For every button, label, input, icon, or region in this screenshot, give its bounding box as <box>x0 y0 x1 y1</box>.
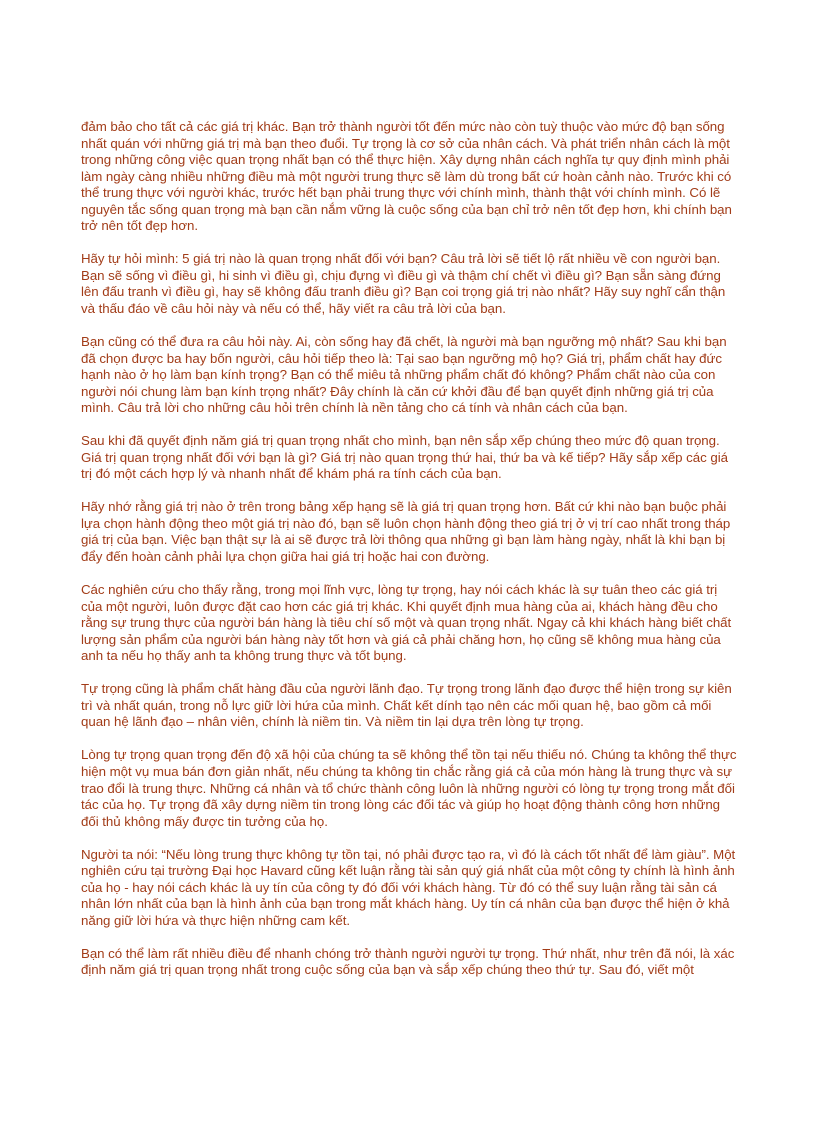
paragraph-2: Hãy tự hỏi mình: 5 giá trị nào là quan trọng nhất đối với bạn? Câu trả lời sẽ tiết lộ rất nhiều về con người bạn. Bạn sẽ sống vì điều gì, hi sinh vì điều gì, chịu đựng vì điều gì và thậm chí chết vì điều gì? Bạn sẵn sàng đứng lên đấu tranh vì điều gì, hay sẽ không đấu tranh điều gì? Bạn coi trọng giá trị nào nhất? Hãy suy nghĩ cẩn thận và thấu đáo về câu hỏi này và nếu có thể, hãy viết ra câu trả lời của bạn. <box>81 251 726 316</box>
paragraph-1: đảm bảo cho tất cả các giá trị khác. Bạn trở thành người tốt đến mức nào còn tuỳ thuộc vào mức độ bạn sống nhất quán với những giá trị mà bạn theo đuổi. Tự trọng là cơ sở của nhân cách. Và phát triển nhân cách là một trong những công việc quan trọng nhất bạn có thể thực hiện. Xây dựng nhân cách nghĩa tự quy định mình phải làm ngày càng nhiều những điều mà một người trung thực sẽ làm dù trong bất cứ hoàn cảnh nào. Trước khi có thể trung thực với người khác, trước hết bạn phải trung thực với chính mình, thành thật với chính mình. Có lẽ nguyên tắc sống quan trọng mà bạn cần nắm vững là cuộc sống của bạn chỉ trở nên tốt đẹp hơn, khi chính bạn trở nên tốt đẹp hơn. <box>81 119 732 234</box>
paragraph-8: Lòng tự trọng quan trọng đến độ xã hội của chúng ta sẽ không thể tồn tại nếu thiếu nó. Chúng ta không thể thực hiện một vụ mua bán đơn giản nhất, nếu chúng ta không tin chắc rằng giá cả của món hàng là trung thực và sự trao đổi là trung thực. Những cá nhân và tổ chức thành công luôn là những người có lòng tự trọng trong mắt đối tác của họ. Tự trọng đã xây dựng niềm tin trong lòng các đối tác và giúp họ hoạt động thành công hơn những đối thủ không mấy được tin tưởng của họ. <box>81 747 737 829</box>
paragraph-5: Hãy nhớ rằng giá trị nào ở trên trong bảng xếp hạng sẽ là giá trị quan trọng hơn. Bất cứ khi nào bạn buộc phải lựa chọn hành động theo một giá trị nào đó, bạn sẽ luôn chọn hành động theo giá trị ở vị trí cao nhất trong tháp giá trị của bạn. Việc bạn thật sự là ai sẽ được trả lời thông qua những gì bạn làm hàng ngày, nhất là khi bạn bị đẩy đến hoàn cảnh phải lựa chọn giữa hai giá trị hoặc hai con đường. <box>81 499 731 565</box>
paragraph-7: Tự trọng cũng là phẩm chất hàng đầu của người lãnh đạo. Tự trọng trong lãnh đạo được thể hiện trong sự kiên trì và nhất quán, trong nỗ lực giữ lời hứa của mình. Chất kết dính tạo nên các mối quan hệ, bao gồm cả mối quan hệ lãnh đạo – nhân viên, chính là niềm tin. Và niềm tin lại dựa trên lòng tự trọng. <box>81 681 732 730</box>
paragraph-10: Bạn có thể làm rất nhiều điều để nhanh chóng trở thành người người tự trọng. Thứ nhất, như trên đã nói, là xác định năm giá trị quan trọng nhất trong cuộc sống của bạn và sắp xếp chúng theo thứ tự. Sau đó, viết một <box>81 945 735 978</box>
paragraph-9: Người ta nói: “Nếu lòng trung thực không tự tồn tại, nó phải được tạo ra, vì đó là cách tốt nhất để làm giàu”. Một nghiên cứu tại trường Đại học Havard cũng kết luận rằng tài sản quý giá nhất của một công ty chính là hình ảnh của họ - hay nói cách khác là uy tín của công ty đó đối với khách hàng. Từ đó có thể suy luận rằng tài sản cá nhân lớn nhất của bạn là hình ảnh của bạn trong mắt khách hàng. Uy tín cá nhân của bạn được thể hiện ở khả năng giữ lời hứa và thực hiện những cam kết. <box>81 846 736 928</box>
paragraph-3: Bạn cũng có thể đưa ra câu hỏi này. Ai, còn sống hay đã chết, là người mà bạn ngưỡng mộ nhất? Sau khi bạn đã chọn được ba hay bốn người, câu hỏi tiếp theo là: Tại sao bạn ngưỡng mộ họ? Giá trị, phẩm chất hay đức hạnh nào ở họ làm bạn kính trọng? Bạn có thể miêu tả những phẩm chất đó không? Phẩm chất nào của con người nói chung làm bạn kính trọng nhất? Đây chính là căn cứ khởi đầu để bạn quyết định những giá trị của mình. Câu trả lời cho những câu hỏi trên chính là nền tảng cho cá tính và nhân cách của bạn. <box>81 334 727 416</box>
paragraph-4: Sau khi đã quyết định năm giá trị quan trọng nhất cho mình, bạn nên sắp xếp chúng theo mức độ quan trọng. Giá trị quan trọng nhất đối với bạn là gì? Giá trị nào quan trọng thứ hai, thứ ba và kế tiếp? Hãy sắp xếp các giá trị đó một cách hợp lý và nhanh nhất để khám phá ra tính cách của bạn. <box>81 433 728 482</box>
document-body <box>81 119 741 996</box>
paragraph-6: Các nghiên cứu cho thấy rằng, trong mọi lĩnh vực, lòng tự trọng, hay nói cách khác là sự tuân theo các giá trị của một người, luôn được đặt cao hơn các giá trị khác. Khi quyết định mua hàng của ai, khách hàng đều cho rằng sự trung thực của người bán hàng là tiêu chí số một và quan trọng nhất. Ngay cả khi khách hàng biết chất lượng sản phẩm của người bán hàng này tốt hơn và giá cả phải chăng hơn, họ cũng sẽ không mua hàng của anh ta nếu họ thấy anh ta không trung thực và tốt bụng. <box>81 582 732 664</box>
